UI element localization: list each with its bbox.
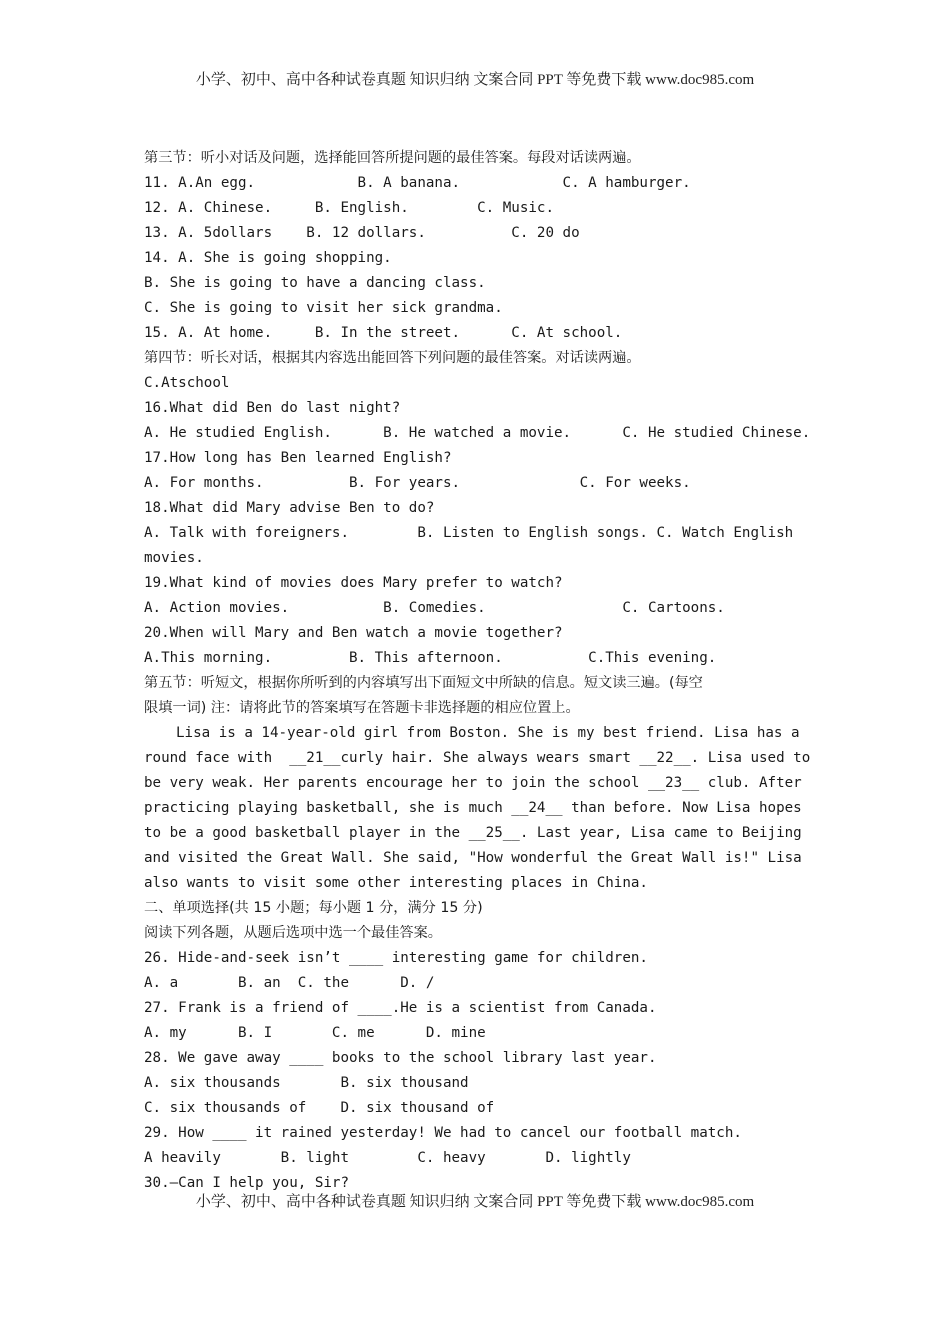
exam-content <box>144 146 810 1196</box>
text-line: 13. A. 5dollars B. 12 dollars. C. 20 do <box>144 225 580 241</box>
header-banner: 小学、初中、高中各种试卷真题 知识归纳 文案合同 PPT 等免费下载 www.doc985.com <box>195 72 755 88</box>
text-line: 19.What kind of movies does Mary prefer to watch? <box>144 575 563 591</box>
text-line: 11. A.An egg. B. A banana. C. A hamburger. <box>144 175 691 191</box>
text-line: A. a B. an C. the D. / <box>144 975 435 991</box>
text-line: C.Atschool <box>144 375 230 391</box>
text-line: B. She is going to have a dancing class. <box>144 275 486 291</box>
text-line: 第三节：听小对话及问题，选择能回答所提问题的最佳答案。每段对话读两遍。 <box>144 150 641 166</box>
text-line: 26. Hide-and-seek isn’t ____ interesting game for children. <box>144 950 648 966</box>
text-line: 29. How ____ it rained yesterday! We had to cancel our football match. <box>144 1125 742 1141</box>
text-line: round face with __21__curly hair. She always wears smart __22__. Lisa used to <box>144 750 811 766</box>
text-line: 14. A. She is going shopping. <box>144 250 392 266</box>
text-line: 二、单项选择(共 15 小题；每小题 1 分，满分 15 分) <box>144 900 483 916</box>
text-line: 28. We gave away ____ books to the school library last year. <box>144 1050 657 1066</box>
text-line: and visited the Great Wall. She said, "How wonderful the Great Wall is!" Lisa <box>144 850 802 866</box>
text-line: 阅读下列各题，从题后选项中选一个最佳答案。 <box>144 925 442 941</box>
text-line: A. Talk with foreigners. B. Listen to English songs. C. Watch English <box>144 525 794 541</box>
text-line: A. Action movies. B. Comedies. C. Cartoons. <box>144 600 725 616</box>
text-line: 27. Frank is a friend of ____.He is a scientist from Canada. <box>144 1000 657 1016</box>
text-line: be very weak. Her parents encourage her to join the school __23__ club. After <box>144 775 802 791</box>
text-line: A. He studied English. B. He watched a movie. C. He studied Chinese. <box>144 425 811 441</box>
text-line: 30.—Can I help you, Sir? <box>144 1175 349 1191</box>
text-line: 第四节：听长对话，根据其内容选出能回答下列问题的最佳答案。对话读两遍。 <box>144 350 641 366</box>
text-line: 17.How long has Ben learned English? <box>144 450 452 466</box>
text-line: A. my B. I C. me D. mine <box>144 1025 486 1041</box>
text-line: A. For months. B. For years. C. For weeks. <box>144 475 691 491</box>
text-line: 16.What did Ben do last night? <box>144 400 401 416</box>
text-line: 第五节：听短文，根据你所听到的内容填写出下面短文中所缺的信息。短文读三遍。(每空 <box>144 675 703 691</box>
text-line: A.This morning. B. This afternoon. C.This evening. <box>144 650 717 666</box>
text-line: 15. A. At home. B. In the street. C. At school. <box>144 325 623 341</box>
text-line: C. She is going to visit her sick grandma. <box>144 300 503 316</box>
text-line: 限填一词) 注：请将此节的答案填写在答题卡非选择题的相应位置上。 <box>144 700 580 716</box>
text-line: to be a good basketball player in the __25__. Last year, Lisa came to Beijing <box>144 825 802 841</box>
text-line: 20.When will Mary and Ben watch a movie together? <box>144 625 563 641</box>
text-line: A. six thousands B. six thousand <box>144 1075 469 1091</box>
text-line: practicing playing basketball, she is much __24__ than before. Now Lisa hopes <box>144 800 802 816</box>
text-line: C. six thousands of D. six thousand of <box>144 1100 495 1116</box>
text-line: A heavily B. light C. heavy D. lightly <box>144 1150 631 1166</box>
text-line: 18.What did Mary advise Ben to do? <box>144 500 435 516</box>
text-line: Lisa is a 14-year-old girl from Boston. She is my best friend. Lisa has a <box>176 725 800 741</box>
footer-banner: 小学、初中、高中各种试卷真题 知识归纳 文案合同 PPT 等免费下载 www.doc985.com <box>195 1194 755 1210</box>
text-line: also wants to visit some other interesting places in China. <box>144 875 648 891</box>
text-line: 12. A. Chinese. B. English. C. Music. <box>144 200 554 216</box>
text-line: movies. <box>144 550 204 566</box>
